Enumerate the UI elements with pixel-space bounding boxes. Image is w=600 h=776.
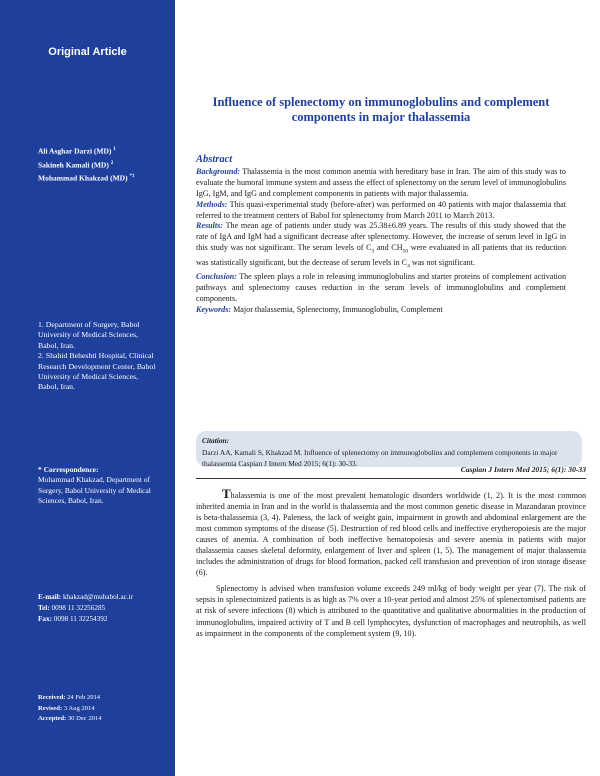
citation-text: Darzi AA, Kamali S, Khakzad M. Influence of splenectomy on immunoglobulins and complement components in major thalassemia Caspian J Intern Med 2015; 6(1): 30-33. <box>202 447 558 468</box>
abstract-methods: Methods: This quasi-experimental study (before-after) was performed on 40 patients with major thalassemia that referred to the treatment centers of Babol for splenectomy from March 2011 to March 2013. <box>196 199 566 220</box>
article-type-heading: Original Article <box>48 46 127 58</box>
abstract-background: Background: Thalassemia is the most common anemia with hereditary base in Iran. The aim of this study was to evaluate the humoral immune system and assess the effect of splenectomy on the serum level of immunoglobulins IgG, IgM, and IgG and complement components in patients with major thalassemia. <box>196 166 566 198</box>
article-body <box>196 488 586 639</box>
abstract-section <box>196 155 566 316</box>
accepted-date: 30 Dec 2014 <box>67 715 102 722</box>
tel-number: 0098 11 32256285 <box>51 604 106 612</box>
body-paragraph: Thalassemia is one of the most prevalent hematologic disorders worldwide (1, 2). It is the most common inherited anemia in Iran and in the world is thalassemia and the most common genetic disease in Mazandaran province is beta-thalassemia (3, 4). Paleness, the lack of weight gain, impairment in growth and abdominal enlargement are the most common symptoms of the disease (5). Destruction of red blood cells and ineffective erytheropoiesis are the major causes of anemia. A combination of both ineffective hematopoiesis and severe anemia in patients with major thalassemia causes skeletal deformity, enlargement of liver and spleen (1, 5). The management of major thalassemia includes the administration of drugs for blood formation, packed cell transfusion and prevention of iron storage disease (6). <box>196 486 586 578</box>
email-link[interactable]: khakzad@mubabol.ac.ir <box>62 593 134 601</box>
body-paragraph: Splenectomy is advised when transfusion volume exceeds 249 ml/kg of body weight per year (7). The risk of sepsis in splenectomized patients is as high as 7% over a 10-year period and almost 25% of splenectomised patients are at risk of severe infections (8) which is attributed to the quantitative and qualitative abnormalities in the production of immunoglobulins, impaired activity of T and B cell lymphocytes, dysfunction of macrophages and neutrophils, as well as impairment in the components of the complement system (9, 10). <box>196 584 586 638</box>
sidebar-panel <box>0 0 175 776</box>
received-date: 24 Feb 2014 <box>67 694 101 701</box>
contact-info: E-mail: khakzad@mubabol.ac.ir Tel: 0098 11 32256285 Fax: 0098 11 32254392 <box>38 593 134 623</box>
section-divider <box>196 478 586 479</box>
affiliation-1: 1. Department of Surgery, Babol University of Medical Sciences, Babol, Iran. <box>38 320 140 350</box>
author-line: Ali Asghar Darzi (MD) $^1$ <box>38 146 116 156</box>
fax-number: 0098 11 32254392 <box>53 615 108 623</box>
correspondence-label: * Correspondence: <box>38 465 99 474</box>
abstract-heading: Abstract <box>196 154 233 165</box>
citation-box <box>196 431 582 467</box>
abstract-conclusion: Conclusion: The spleen plays a role in releasing immunoglobulins and starter proteins of complement activation pathways and splenectomy causes reduction in the serum levels of immunoglobulins and complement components. <box>196 272 566 304</box>
correspondence <box>38 465 162 506</box>
article-title: Influence of splenectomy on immunoglobulins and complement components in major thalassemia <box>212 95 550 124</box>
affiliations <box>38 320 160 393</box>
author-list <box>38 144 134 185</box>
abstract-results: Results: The mean age of patients under study was 25.38±6.89 years. The results of this study showed that the rate of IgA and IgM had a significant decrease after splenectomy. However, the increase of serum level in IgG in this study was not significant. The serum levels of $C_3$ and $CH_{50}$ were evaluated in all patients that its reduction was statistically significant, but the decrease of serum levels in $C_4$ was not significant. <box>196 221 566 270</box>
revised-date: 3 Aug 2014 <box>63 704 95 712</box>
journal-reference: Caspian J Intern Med 2015; 6(1): 30-33 <box>460 465 586 474</box>
author-line: Sakineh Kamali (MD) $^2$ <box>38 160 114 169</box>
correspondence-text: Mohammad Khakzad, Department of Surgery, Babol University of Medical Sciences, Babol, Iran. <box>38 475 151 505</box>
drop-cap: T <box>222 486 231 501</box>
author-line: Mohammad Khakzad (MD) $^{*1}$ <box>38 173 135 183</box>
affiliation-2: 2. Shahid Beheshti Hospital, Clinical Research Development Center, Babol University of Medical Sciences, Babol, Iran. <box>38 351 156 392</box>
abstract-keywords: Keywords: Major thalassemia, Splenectomy, Immunoglobulin, Complement <box>196 305 443 314</box>
article-dates: Received: 24 Feb 2014 Revised: 3 Aug 2014 Accepted: 30 Dec 2014 <box>38 694 102 722</box>
citation-label: Citation: <box>202 436 230 445</box>
